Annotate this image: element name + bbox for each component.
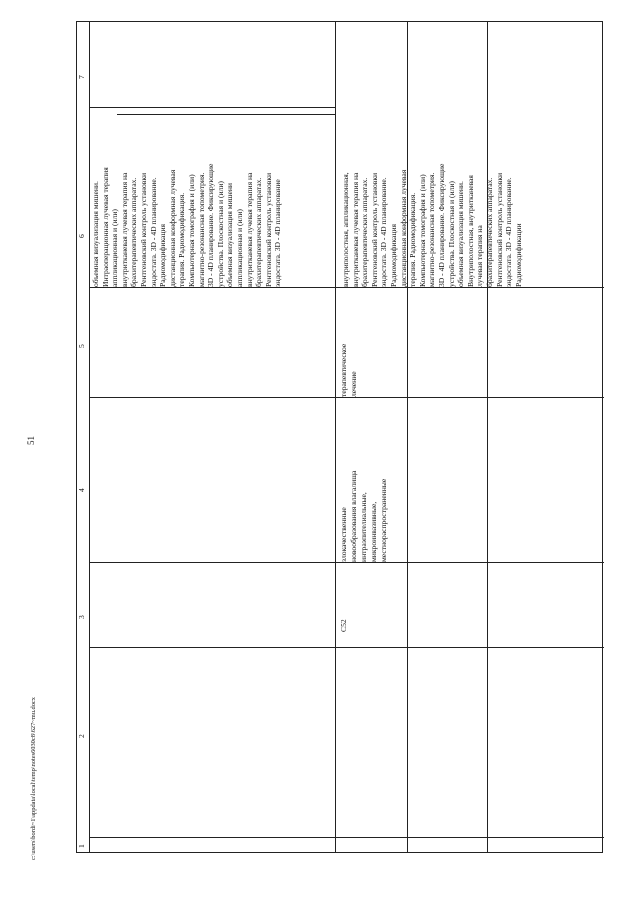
lower-method-block-1-line-9: брахитерапевтических аппаратах. <box>485 177 494 287</box>
lower-method-block-0-line-0: внутриполостная, аппликационная, <box>341 172 350 287</box>
upper-method-block-3-line-3: Рентгеновский контроль установки <box>263 172 273 287</box>
treatment-type-line-2: лечение <box>349 371 358 397</box>
icd-code: C52 <box>339 619 348 632</box>
upper-method-block-2-line-2: Компьютерная томография и (или) <box>187 174 196 287</box>
upper-method-block-3-line-2: брахитерапевтических аппаратах. <box>254 177 264 287</box>
upper-method-block-1-line-0: аппликационная и (или) <box>110 209 120 287</box>
upper-method-block-1-line-2: брахитерапевтических аппаратах. <box>129 177 139 287</box>
upper-method-block-2-line-1: терапия. Радиомодификация. <box>177 192 187 287</box>
rotated-table <box>76 21 603 853</box>
treatment-type-line-1: терапевтическое <box>339 343 348 397</box>
lower-method-block-0-line-2: брахитерапевтических аппаратах. <box>360 177 370 287</box>
upper-method-block-0-line-1: Интраоперационная лучевая терапия <box>100 167 110 287</box>
col-number-2: 2 <box>77 734 86 738</box>
lower-method-block-1-line-10: Рентгеновский контроль установки <box>494 172 504 287</box>
upper-method-block-2-line-4: 3D - 4D планирование. Фиксирующие <box>206 163 216 287</box>
upper-method-block-1-line-4: эндостата. 3D - 4D планирование. <box>148 177 158 287</box>
upper-method-block-3-line-4: эндостата. 3D - 4D планирование <box>273 179 283 287</box>
diagnosis-line-4: микроинвазивные, <box>369 501 378 562</box>
upper-method-block-2-line-0: дистанционная конформная лучевая <box>167 169 177 287</box>
diagnosis-line-3: интраэпителиальные, <box>359 492 368 562</box>
col-number-1: 1 <box>77 844 86 848</box>
col-number-4: 4 <box>77 488 86 492</box>
lower-method-block-0-line-5: Радиомодификация <box>389 223 398 287</box>
lower-method-block-0-line-3: Рентгеновский контроль установки <box>369 172 379 287</box>
lower-method-block-1-line-7: Внутриполостная, внутритканевая <box>465 175 475 287</box>
lower-method-block-1-line-1: терапия. Радиомодификация. <box>408 192 418 287</box>
upper-method-block-3-line-1: внутритканевая лучевая терапия на <box>244 172 254 287</box>
upper-method-block-1-line-3: Рентгеновский контроль установки <box>139 172 148 287</box>
upper-method-block-3-line-0: аппликационная и (или) <box>235 209 244 287</box>
diagnosis-line-1: злокачественные <box>339 507 348 562</box>
col-number-7: 7 <box>77 75 86 79</box>
page-number: 51 <box>26 436 36 445</box>
lower-method-block-0-line-1: внутритканевая лучевая терапия на <box>350 172 360 287</box>
lower-method-block-0-line-4: эндостата. 3D - 4D планирование. <box>379 177 389 287</box>
lower-method-block-1-line-3: магнитно-резонансная топометрия. <box>427 172 437 287</box>
diagnosis-line-5: местнораспространенные <box>379 478 388 562</box>
lower-method-block-1-line-12: Радиомодификации <box>513 223 523 287</box>
lower-method-block-1-line-6: объемная визуализация мишени. <box>456 181 466 287</box>
col-number-6: 6 <box>77 234 86 238</box>
col-number-5: 5 <box>77 344 86 348</box>
footer-file-path: c:\users\bordi~1\appdata\local\temp\notes6030c8\627~mu.docx <box>30 697 37 860</box>
upper-method-block-2-line-3: магнитно-резонансная топометрия. <box>196 172 206 287</box>
col-number-3: 3 <box>77 615 86 619</box>
lower-method-block-1-line-11: эндостата. 3D - 4D планирование. <box>504 177 514 287</box>
upper-method-block-2-line-5: устройства. Плоскостная и (или) <box>215 181 225 287</box>
upper-method-block-0-line-0: объемная визуализация мишени. <box>91 181 100 287</box>
lower-method-block-1-line-8: лучевая терапия на <box>475 225 485 287</box>
lower-method-block-1-line-0: дистанционная конформная лучевая <box>398 169 408 287</box>
diagnosis-line-2: новообразования влагалища <box>349 470 358 562</box>
lower-method-block-1-line-4: 3D - 4D планирование. Фиксирующие <box>437 163 446 287</box>
lower-method-block-1-line-5: устройства. Плоскостная и (или) <box>446 181 456 287</box>
upper-method-block-1-line-1: внутритканевая лучевая терапия на <box>119 172 129 287</box>
upper-method-block-2-line-6: объемная визуализация мишени <box>225 183 235 287</box>
upper-method-block-1-line-5: Радиомодификация <box>158 223 168 287</box>
lower-method-block-1-line-2: Компьютерная томография и (или) <box>417 174 427 287</box>
